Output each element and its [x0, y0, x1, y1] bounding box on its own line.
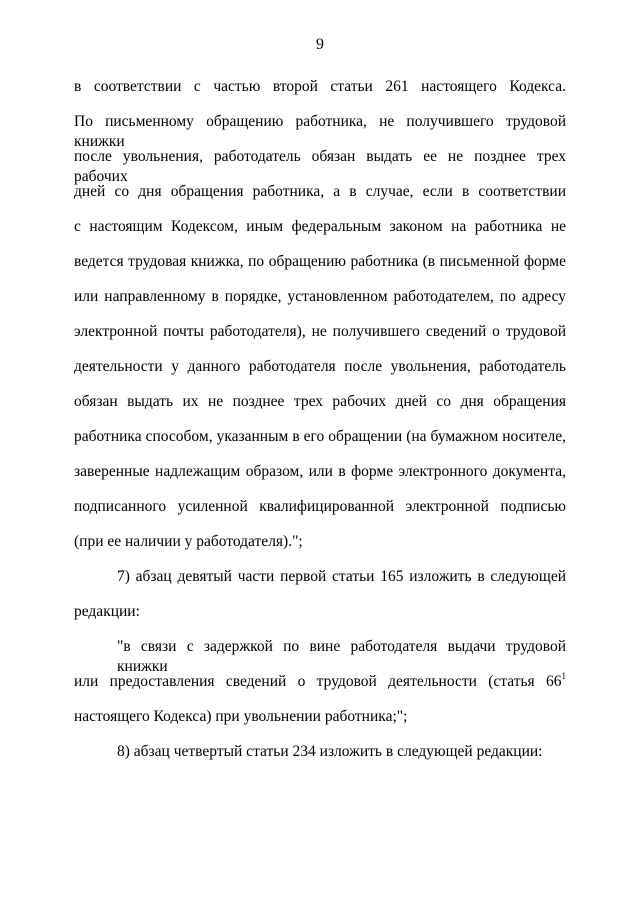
- quote-line: [74, 672, 566, 692]
- list-item-8: 8) абзац четвертый статьи 234 изложить в следующей редакции:: [117, 743, 543, 760]
- text-line: электронной почты работодателя), не получившего сведений о трудовой: [74, 323, 566, 340]
- text-line: в соответствии с частью второй статьи 261 настоящего Кодекса.: [74, 78, 566, 95]
- text-line: редакции:: [74, 603, 140, 620]
- text-line: дней со дня обращения работника, а в случае, если в соответствии: [74, 183, 566, 200]
- text-line: По письменному обращению работника, не получившего трудовой книжки: [74, 113, 566, 150]
- quote-text: или предоставления сведений о трудовой деятельности (статья 66: [74, 673, 562, 690]
- superscript: 1: [561, 671, 566, 681]
- text-line: (при ее наличии у работодателя).";: [74, 533, 303, 550]
- text-line: подписанного усиленной квалифицированной электронной подписью: [74, 498, 566, 515]
- text-line: ведется трудовая книжка, по обращению работника (в письменной форме: [74, 253, 566, 270]
- text-line: работника способом, указанным в его обращении (на бумажном носителе,: [74, 428, 566, 445]
- text-line: обязан выдать их не позднее трех рабочих дней со дня обращения: [74, 393, 566, 410]
- quote-line: настоящего Кодекса) при увольнении работника;";: [74, 708, 408, 725]
- text-line: деятельности у данного работодателя после увольнения, работодатель: [74, 358, 566, 375]
- text-line: после увольнения, работодатель обязан выдать ее не позднее трех рабочих: [74, 148, 566, 185]
- quote-line: "в связи с задержкой по вине работодателя выдачи трудовой книжки: [117, 638, 566, 675]
- text-line: или направленному в порядке, установленном работодателем, по адресу: [74, 288, 566, 305]
- page-number: 9: [316, 36, 324, 53]
- text-line: с настоящим Кодексом, иным федеральным законом на работника не: [74, 218, 566, 235]
- text-line: заверенные надлежащим образом, или в форме электронного документа,: [74, 463, 566, 480]
- list-item-7: 7) абзац девятый части первой статьи 165 изложить в следующей: [117, 568, 566, 585]
